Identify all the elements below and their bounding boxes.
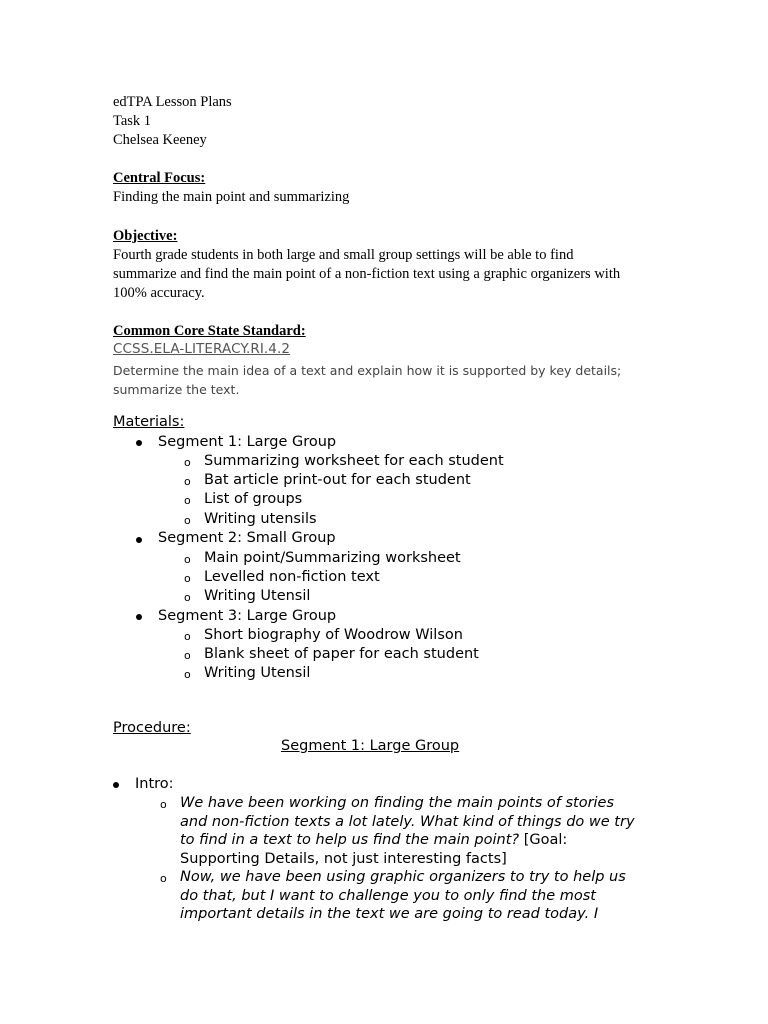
segment-heading: Segment 1: Large Group	[281, 738, 460, 754]
standard-heading: Common Core State Standard:	[113, 323, 306, 339]
circle-bullet-icon: o	[184, 514, 191, 527]
circle-bullet-icon: o	[160, 872, 167, 885]
objective-heading: Objective:	[113, 228, 178, 244]
circle-bullet-icon: o	[184, 630, 191, 643]
standard-description-line: Determine the main idea of a text and explain how it is supported by key details;	[113, 363, 622, 378]
materials-item: List of groups	[204, 491, 303, 507]
objective-line: summarize and find the main point of a non-fiction text using a graphic organizers with	[113, 266, 621, 282]
intro-item-line: Now, we have been using graphic organizers to try to help us	[180, 869, 626, 885]
materials-item: Bat article print-out for each student	[204, 472, 471, 488]
procedure-heading: Procedure:	[113, 720, 191, 736]
intro-item-line: important details in the text we are going to read today. I	[180, 906, 599, 922]
intro-item-line: We have been working on finding the main points of stories	[180, 795, 615, 811]
materials-item: Main point/Summarizing worksheet	[204, 550, 461, 566]
circle-bullet-icon: o	[184, 494, 191, 507]
circle-bullet-icon: o	[184, 668, 191, 681]
materials-item: Writing Utensil	[204, 588, 311, 604]
materials-heading: Materials:	[113, 414, 185, 430]
bullet-icon	[113, 782, 119, 788]
standard-description-line: summarize the text.	[113, 382, 240, 397]
objective-line: Fourth grade students in both large and small group settings will be able to find	[113, 247, 574, 263]
materials-segment-label: Segment 2: Small Group	[158, 530, 336, 546]
intro-item-line: to find in a text to help us find the main point?	[180, 832, 520, 848]
circle-bullet-icon: o	[184, 553, 191, 566]
circle-bullet-icon: o	[184, 572, 191, 585]
standard-code-link[interactable]: CCSS.ELA-LITERACY.RI.4.2	[113, 341, 291, 357]
intro-item-line: and non-fiction texts a lot lately. What kind of things do we try	[180, 814, 635, 830]
materials-item: Levelled non-fiction text	[204, 569, 380, 585]
bullet-icon	[136, 614, 142, 620]
bullet-icon	[136, 440, 142, 446]
goal-label: [Goal:	[519, 832, 568, 848]
circle-bullet-icon: o	[184, 591, 191, 604]
intro-label: Intro:	[135, 776, 174, 792]
header-author: Chelsea Keeney	[113, 132, 207, 148]
intro-item-line: do that, but I want to challenge you to only find the most	[180, 888, 596, 904]
central-focus-heading: Central Focus:	[113, 170, 206, 186]
objective-line: 100% accuracy.	[113, 285, 205, 301]
circle-bullet-icon: o	[184, 649, 191, 662]
materials-segment-label: Segment 3: Large Group	[158, 608, 337, 624]
document-header	[113, 93, 673, 150]
circle-bullet-icon: o	[160, 798, 167, 811]
circle-bullet-icon: o	[184, 475, 191, 488]
materials-item: Blank sheet of paper for each student	[204, 646, 479, 662]
materials-item: Writing Utensil	[204, 665, 311, 681]
materials-segment-label: Segment 1: Large Group	[158, 434, 337, 450]
materials-item: Writing utensils	[204, 511, 317, 527]
central-focus-text: Finding the main point and summarizing	[113, 189, 350, 205]
materials-item: Short biography of Woodrow Wilson	[204, 627, 463, 643]
header-task: Task 1	[113, 113, 152, 129]
bullet-icon	[136, 537, 142, 543]
goal-text: Supporting Details, not just interesting facts]	[180, 851, 507, 867]
materials-item: Summarizing worksheet for each student	[204, 453, 504, 469]
circle-bullet-icon: o	[184, 456, 191, 469]
header-title: edTPA Lesson Plans	[113, 94, 232, 110]
